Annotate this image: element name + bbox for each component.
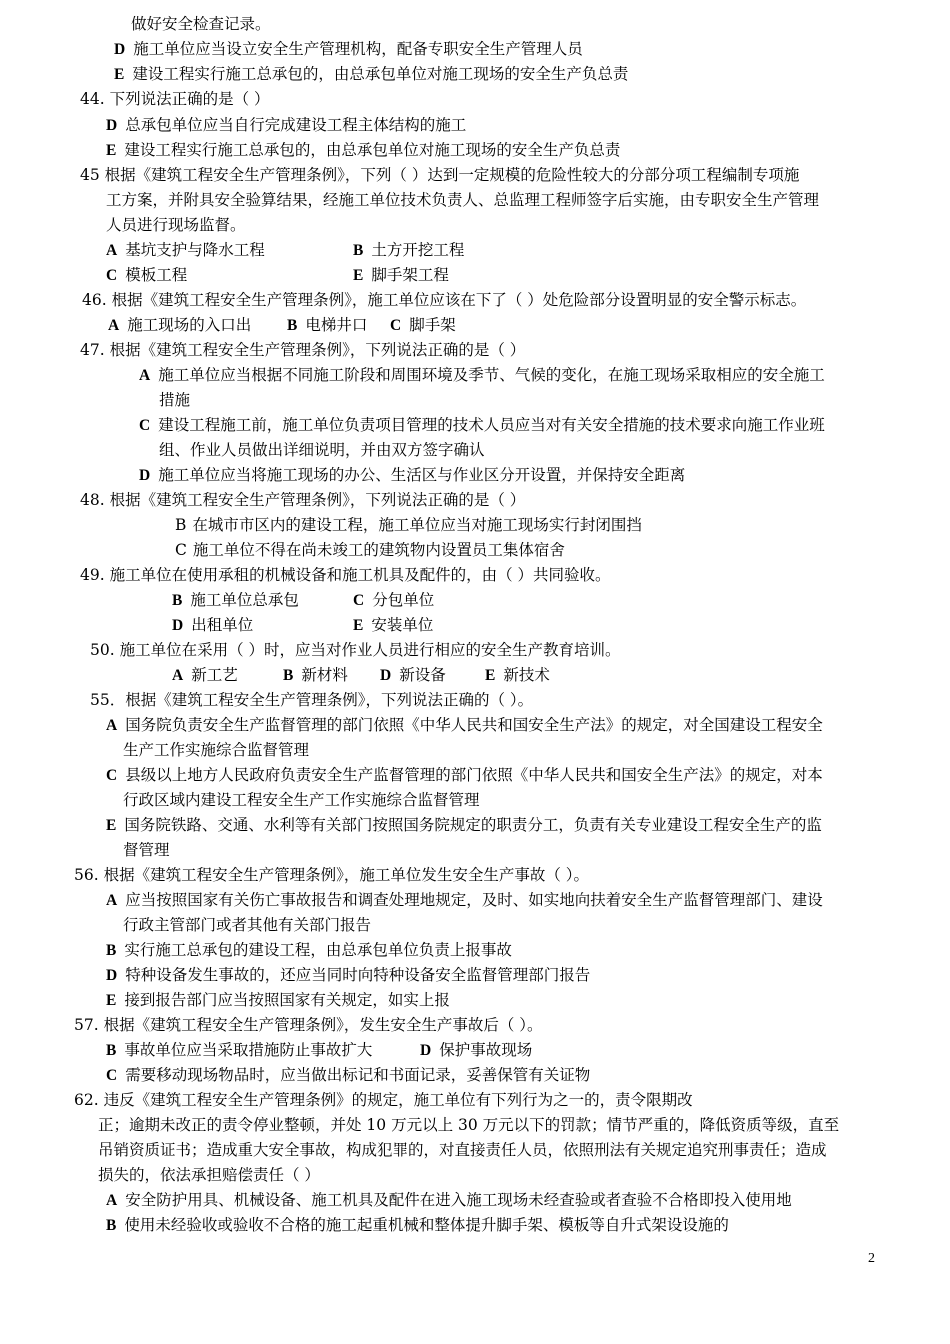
option-text: 在城市市区内的建设工程，施工单位应当对施工现场实行封闭围挡 xyxy=(192,516,642,534)
text-line xyxy=(131,13,271,35)
line-text: 吊销资质证书；造成重大安全事故，构成犯罪的，对直接责任人员，依照刑法有关规定追究刑事责任；造成 xyxy=(98,1141,827,1159)
option-label: A xyxy=(106,892,118,909)
line-text: 行政主管部门或者其他有关部门报告 xyxy=(123,916,372,934)
question-line xyxy=(74,864,589,886)
text-line xyxy=(106,214,246,236)
option-text: 需要移动现场物品时，应当做出标记和书面记录，妥善保管有关证物 xyxy=(125,1066,591,1084)
option-text: 总承包单位应当自行完成建设工程主体结构的施工 xyxy=(125,116,467,134)
option-label: D xyxy=(114,41,126,58)
option-line xyxy=(106,1214,729,1237)
option-label: C xyxy=(353,592,365,609)
question-text: 55．根据《建筑工程安全生产管理条例》，下列说法正确的（ ）。 xyxy=(90,691,534,709)
option-text: 事故单位应当采取措施防止事故扩大 xyxy=(124,1041,373,1059)
option-label: A xyxy=(106,1192,118,1209)
option-label: E xyxy=(106,817,117,834)
question-line xyxy=(74,1014,543,1036)
option-line xyxy=(106,1039,372,1062)
line-text: 行政区域内建设工程安全生产工作实施综合监督管理 xyxy=(123,791,480,809)
question-line xyxy=(80,164,799,186)
option-line xyxy=(139,464,685,487)
question-text: 45 根据《建筑工程安全生产管理条例》，下列（ ）达到一定规模的危险性较大的分部分项工程编制专项施 xyxy=(80,166,800,184)
question-text: 49. 施工单位在使用承租的机械设备和施工机具及配件的，由（ ）共同验收。 xyxy=(80,566,611,584)
option-line xyxy=(353,614,433,637)
option-line xyxy=(106,939,512,962)
option-line xyxy=(485,664,550,687)
question-line xyxy=(74,1089,693,1111)
option-label: C xyxy=(106,267,118,284)
option-text: 脚手架 xyxy=(409,316,456,334)
option-label: A xyxy=(106,717,118,734)
option-line xyxy=(353,239,464,262)
option-label: D xyxy=(106,967,118,984)
option-line xyxy=(353,264,449,287)
option-text: 国务院负责安全生产监督管理的部门依照《中华人民共和国安全生产法》的规定，对全国建设工程安全 xyxy=(125,716,823,734)
option-label: E xyxy=(353,617,364,634)
question-text: 46. 根据《建筑工程安全生产管理条例》，施工单位应该在下了（ ）处危险部分设置明显的安全警示标志。 xyxy=(82,291,807,309)
option-label: B xyxy=(106,1042,117,1059)
option-label: E xyxy=(106,992,117,1009)
line-text: 组、作业人员做出详细说明，并由双方签字确认 xyxy=(159,441,485,459)
option-label: C xyxy=(106,767,118,784)
text-line xyxy=(159,389,190,411)
option-line xyxy=(175,514,642,536)
option-label: C xyxy=(390,317,402,334)
option-line xyxy=(172,614,253,637)
question-text: 57. 根据《建筑工程安全生产管理条例》，发生安全生产事故后（ ）。 xyxy=(74,1016,543,1034)
option-text: 施工单位应当将施工现场的办公、生活区与作业区分开设置，并保持安全距离 xyxy=(158,466,686,484)
option-label: B xyxy=(283,667,294,684)
option-text: 建设工程施工前，施工单位负责项目管理的技术人员应当对有关安全措施的技术要求向施工作业班 xyxy=(158,416,825,434)
option-label: B xyxy=(353,242,364,259)
option-line xyxy=(106,1064,590,1087)
option-line xyxy=(139,414,825,437)
question-text: 44. 下列说法正确的是（ ） xyxy=(80,90,270,108)
option-label: B xyxy=(287,317,298,334)
option-text: 脚手架工程 xyxy=(371,266,449,284)
option-text: 安装单位 xyxy=(371,616,434,634)
line-text: 工方案，并附具安全验算结果，经施工单位技术负责人、总监理工程师签字后实施，由专职安全生产管理 xyxy=(106,191,820,209)
question-line xyxy=(80,564,611,586)
option-line xyxy=(420,1039,532,1062)
option-line xyxy=(106,989,450,1012)
option-text: 实行施工总承包的建设工程，由总承包单位负责上报事故 xyxy=(124,941,512,959)
text-line xyxy=(159,439,485,461)
option-text: 建设工程实行施工总承包的，由总承包单位对施工现场的安全生产负总责 xyxy=(132,65,629,83)
option-line xyxy=(106,764,823,787)
option-text: 模板工程 xyxy=(125,266,188,284)
option-label: A xyxy=(106,242,118,259)
option-label: E xyxy=(106,142,117,159)
option-line xyxy=(139,364,825,387)
option-line xyxy=(283,664,348,687)
option-label: D xyxy=(106,117,118,134)
question-line xyxy=(90,689,533,711)
option-text: 分包单位 xyxy=(372,591,435,609)
option-line xyxy=(106,239,265,262)
option-text: 施工单位不得在尚未竣工的建筑物内设置员工集体宿舍 xyxy=(192,541,565,559)
option-label: D xyxy=(380,667,392,684)
question-text: 50. 施工单位在采用（ ）时，应当对作业人员进行相应的安全生产教育培训。 xyxy=(90,641,621,659)
option-line xyxy=(287,314,367,337)
option-text: 新工艺 xyxy=(191,666,238,684)
option-label: E xyxy=(353,267,364,284)
option-text: 施工单位应当根据不同施工阶段和周围环境及季节、气候的变化，在施工现场采取相应的安全施工 xyxy=(158,366,825,384)
option-text: 施工现场的入口出 xyxy=(127,316,252,334)
option-text: 新材料 xyxy=(301,666,348,684)
option-label: A xyxy=(172,667,184,684)
option-line xyxy=(380,664,446,687)
line-text: 损失的，依法承担赔偿责任（ ） xyxy=(98,1166,320,1184)
line-text: 督管理 xyxy=(123,841,170,859)
text-line xyxy=(123,739,309,761)
text-line xyxy=(98,1139,827,1161)
option-label: C xyxy=(175,541,187,559)
option-line xyxy=(106,114,466,137)
option-label: B xyxy=(172,592,183,609)
option-text: 土方开挖工程 xyxy=(371,241,465,259)
option-text: 电梯井口 xyxy=(305,316,368,334)
option-line xyxy=(106,889,823,912)
option-line xyxy=(390,314,456,337)
option-text: 出租单位 xyxy=(191,616,254,634)
option-label: D xyxy=(139,467,151,484)
line-text: 措施 xyxy=(159,391,191,409)
question-text: 56. 根据《建筑工程安全生产管理条例》，施工单位发生安全生产事故（ ）。 xyxy=(74,866,590,884)
option-text: 国务院铁路、交通、水利等有关部门按照国务院规定的职责分工，负责有关专业建设工程安全生产的监 xyxy=(124,816,822,834)
question-line xyxy=(80,88,270,110)
line-text: 做好安全检查记录。 xyxy=(131,15,271,33)
option-line xyxy=(353,589,434,612)
text-line xyxy=(98,1114,839,1136)
option-line xyxy=(106,814,822,837)
option-line xyxy=(114,63,628,86)
question-line xyxy=(82,289,806,311)
option-line xyxy=(108,314,251,337)
option-text: 接到报告部门应当按照国家有关规定，如实上报 xyxy=(124,991,450,1009)
option-text: 新技术 xyxy=(503,666,550,684)
option-text: 施工单位应当设立安全生产管理机构，配备专职安全生产管理人员 xyxy=(133,40,583,58)
option-label: B xyxy=(106,942,117,959)
option-text: 新设备 xyxy=(399,666,446,684)
text-line xyxy=(123,914,371,936)
option-text: 基坑支护与降水工程 xyxy=(125,241,265,259)
question-text: 48. 根据《建筑工程安全生产管理条例》，下列说法正确的是（ ） xyxy=(80,491,526,509)
question-text: 62. 违反《建筑工程安全生产管理条例》的规定，施工单位有下列行为之一的，责令限期改 xyxy=(74,1091,693,1109)
question-line xyxy=(90,639,621,661)
option-line xyxy=(172,589,299,612)
option-text: 施工单位总承包 xyxy=(190,591,299,609)
option-label: B xyxy=(175,516,187,534)
line-text: 正；逾期未改正的责令停业整顿，并处 10 万元以上 30 万元以下的罚款；情节严重的，降低资质等级，直至 xyxy=(98,1116,840,1134)
text-line xyxy=(98,1164,320,1186)
option-label: B xyxy=(106,1217,117,1234)
option-text: 使用未经验收或验收不合格的施工起重机械和整体提升脚手架、模板等自升式架设设施的 xyxy=(124,1216,729,1234)
option-label: C xyxy=(139,417,151,434)
option-line xyxy=(106,139,620,162)
option-text: 县级以上地方人民政府负责安全生产监督管理的部门依照《中华人民共和国安全生产法》的规定，对本 xyxy=(125,766,823,784)
option-line xyxy=(106,714,823,737)
option-text: 安全防护用具、机械设备、施工机具及配件在进入施工现场未经查验或者查验不合格即投入使用地 xyxy=(125,1191,792,1209)
option-line xyxy=(106,1189,792,1212)
option-label: A xyxy=(108,317,120,334)
option-text: 建设工程实行施工总承包的，由总承包单位对施工现场的安全生产负总责 xyxy=(124,141,621,159)
option-label: C xyxy=(106,1067,118,1084)
option-text: 保护事故现场 xyxy=(439,1041,533,1059)
page-number: 2 xyxy=(868,1251,875,1266)
text-line xyxy=(123,839,170,861)
option-label: D xyxy=(420,1042,432,1059)
option-line xyxy=(106,964,590,987)
option-text: 特种设备发生事故的，还应当同时向特种设备安全监督管理部门报告 xyxy=(125,966,591,984)
text-line xyxy=(106,189,819,211)
option-label: E xyxy=(114,66,125,83)
option-label: E xyxy=(485,667,496,684)
question-line xyxy=(80,489,525,511)
question-text: 47. 根据《建筑工程安全生产管理条例》，下列说法正确的是（ ） xyxy=(80,341,526,359)
line-text: 生产工作实施综合监督管理 xyxy=(123,741,310,759)
option-line xyxy=(114,38,583,61)
question-line xyxy=(80,339,525,361)
option-label: A xyxy=(139,367,151,384)
line-text: 人员进行现场监督。 xyxy=(106,216,246,234)
option-label: D xyxy=(172,617,184,634)
option-line xyxy=(172,664,238,687)
option-line xyxy=(175,539,565,561)
text-line xyxy=(123,789,480,811)
option-text: 应当按照国家有关伤亡事故报告和调查处理地规定，及时、如实地向扶着安全生产监督管理部门、建设 xyxy=(125,891,823,909)
option-line xyxy=(106,264,187,287)
